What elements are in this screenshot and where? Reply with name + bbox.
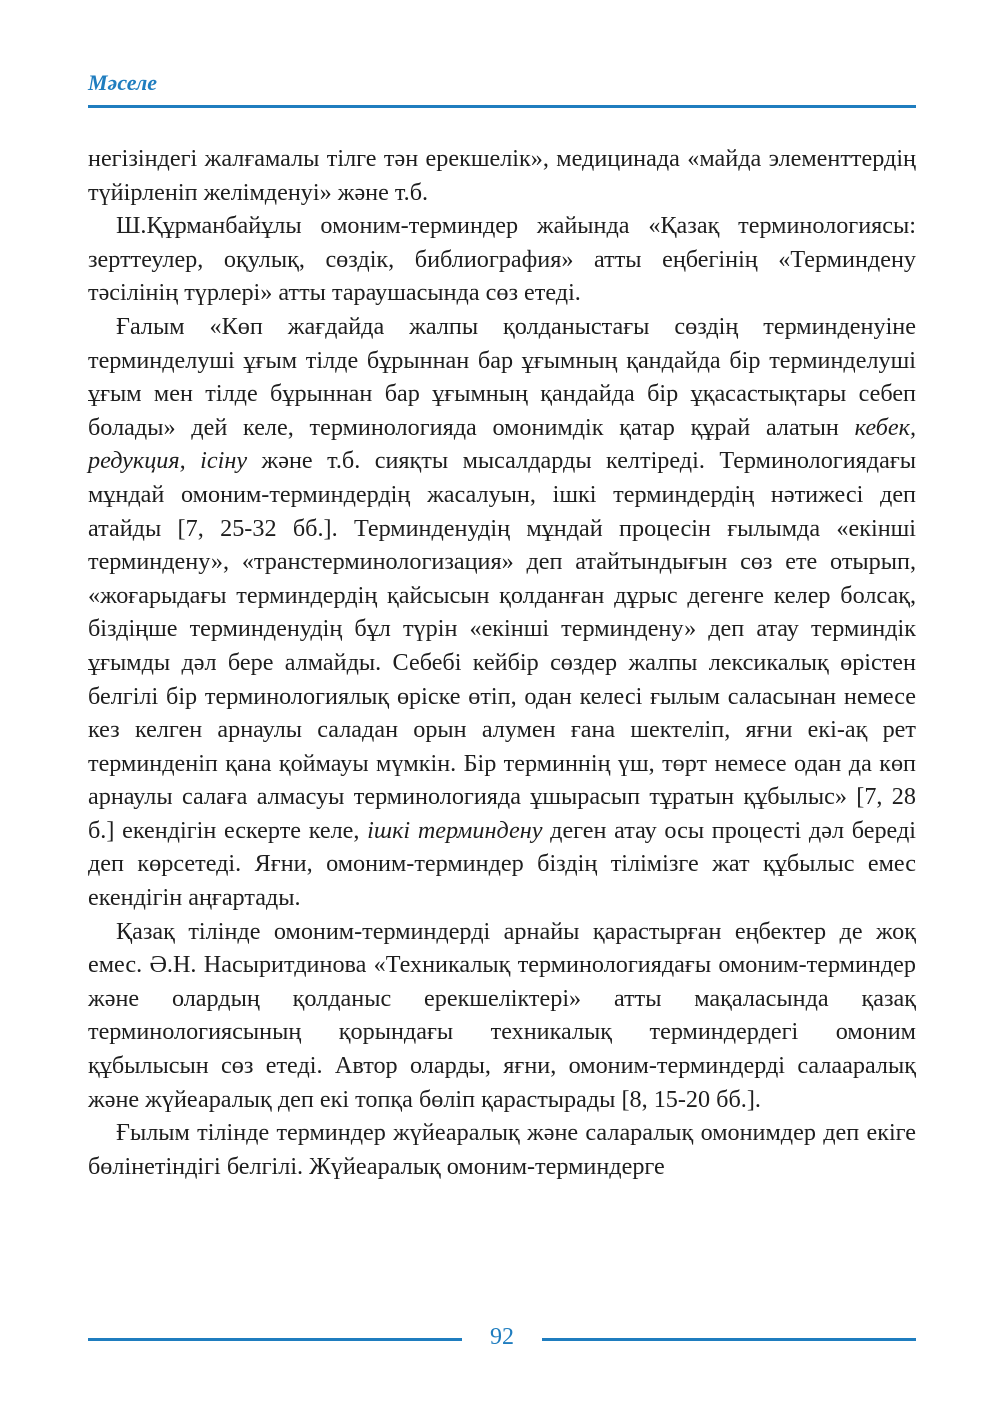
- footer-divider-right: [542, 1338, 916, 1341]
- italic-term: ішкі терминдену: [367, 816, 543, 844]
- paragraph-kurmanbaiuly: [88, 209, 916, 310]
- paragraph-kazakh-works: [88, 915, 916, 1117]
- italic-examples: кебек, редукция, ісіну: [88, 413, 916, 475]
- paragraph-continuation: [88, 142, 916, 209]
- paragraph-text: деген атау осы процесті дәл береді деп көрсетеді. Яғни, омоним-терминдер біздің тілімізге жат құбылыс емес екендігін аңғартады.: [88, 816, 916, 912]
- page-number: 92: [490, 1324, 514, 1350]
- paragraph-text: негізіндегі жалғамалы тілге тән ерекшелік», медицинада «майда элементтердің түйірленіп желімденуі» және т.б.: [88, 145, 916, 206]
- paragraph-science-language: [88, 1116, 916, 1183]
- paragraph-text: Қазақ тілінде омоним-терминдерді арнайы қарастырған еңбектер де жоқ емес. Ә.Н. Насыритдинова «Техникалық терминологиядағы омоним-терминдер және олардың қолданыс ерекшеліктері» атты мақаласында қазақ терминологиясының қорындағы техникалық терминдердегі омоним құбылысын сөз етеді. Автор оларды, яғни, омоним-терминдерді салааралық және жүйеаралық деп екі топқа бөліп қарастырады [8, 15-20 бб.].: [88, 917, 916, 1113]
- paragraph-text: және т.б. сияқты мысалдарды келтіреді. Терминологиядағы мұндай омоним-терминдердің жасалуын, ішкі терминдердің нәтижесі деп атайды [7, 25-32 бб.]. Терминденудің мұндай процесін ғылымда «екінші терминдену», «транстерминологизация» деп атайтындығын сөз ете отырып, «жоғарыдағы терминдердің қайсысын қолданған дұрыс дегенге келер болсақ, біздіңше терминденудің бұл түрін «екінші терминдену» деп атау терминдік ұғымды дәл бере алмайды. Себебі кейбір сөздер жалпы лексикалық өрістен белгілі бір терминологиялық өріске өтіп, одан келесі ғылым саласынан немесе кез келген арнаулы саладан орын алумен ғана шектеліп, яғни екі-ақ рет терминденіп қана қоймауы мүмкін. Бір терминнің үш, төрт немесе одан да көп арнаулы салаға алмасуы терминологияда ұшырасып тұратын құбылыс» [7, 28 б.] екендігін ескерте келе,: [88, 447, 916, 844]
- paragraph-text: Ғалым «Көп жағдайда жалпы қолданыстағы сөздің терминденуіне терминделуші ұғым тілде бұрыннан бар ұғымның қандайда бір терминделуші ұғым мен тілде бұрыннан бар ұғымның қандайда бір ұқасастықтары себеп болады» дей келе, терминологияда омонимдік қатар құрай алатын: [88, 312, 916, 441]
- article-body: [88, 142, 916, 1183]
- footer-divider-left: [88, 1338, 462, 1341]
- running-head-title: Мәселе: [88, 70, 158, 95]
- header-divider: [88, 105, 916, 108]
- paragraph-text: Ғылым тілінде терминдер жүйеаралық және саларалық омонимдер деп екіге бөлінетіндігі белгілі. Жүйеаралық омоним-терминдерге: [88, 1119, 916, 1180]
- paragraph-text: Ш.Құрманбайұлы омоним-терминдер жайында «Қазақ терминологиясы: зерттеулер, оқулық, сөздік, библиография» атты еңбегінің «Терминдену тәсілінің түрлері» атты тараушасында сөз етеді.: [88, 212, 916, 307]
- paragraph-scholar-quote: [88, 310, 916, 915]
